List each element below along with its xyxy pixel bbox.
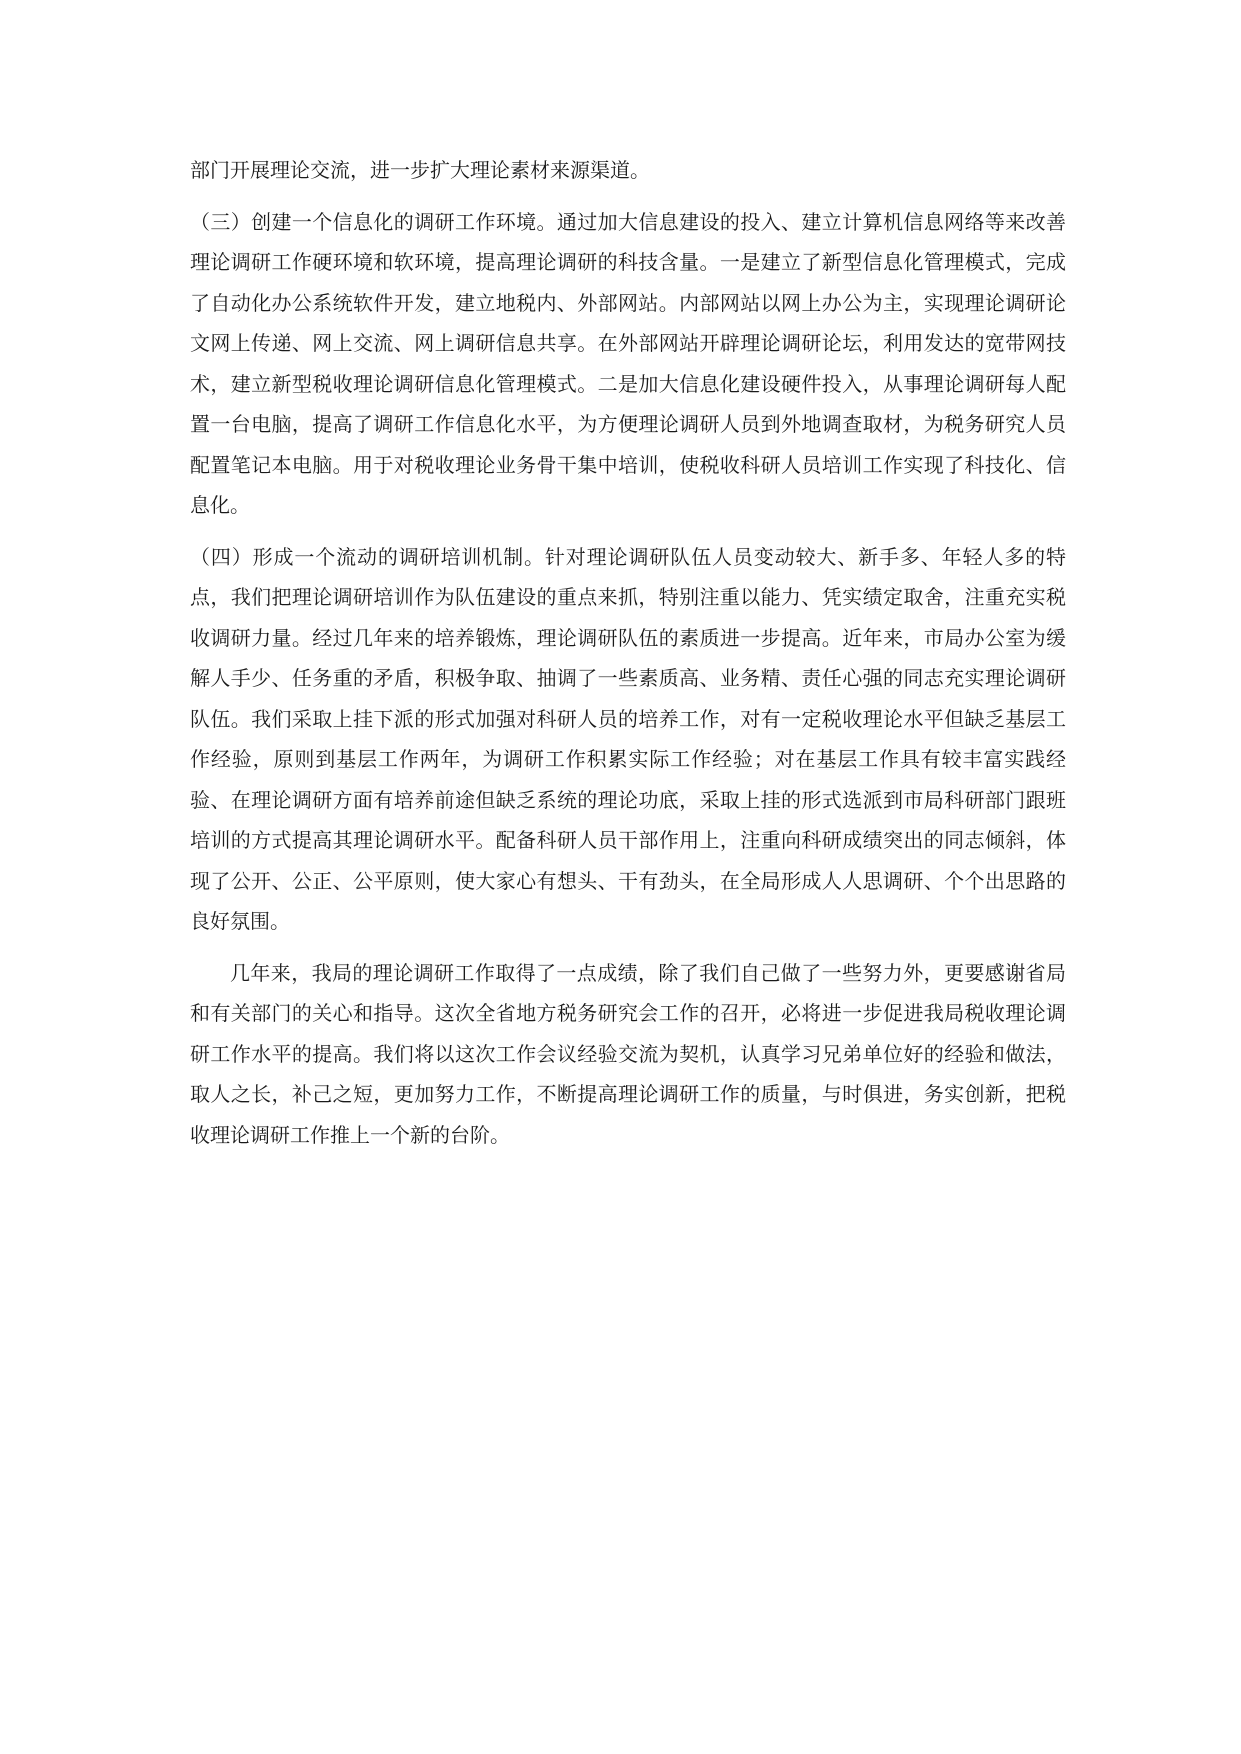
paragraph-section-3: （三）创建一个信息化的调研工作环境。通过加大信息建设的投入、建立计算机信息网络等来改善理论调研工作硬环境和软环境，提高理论调研的科技含量。一是建立了新型信息化管理模式，完成了自动化办公系统软件开发，建立地税内、外部网站。内部网站以网上办公为主，实现理论调研论文网上传递、网上交流、网上调研信息共享。在外部网站开辟理论调研论坛，利用发达的宽带网技术，建立新型税收理论调研信息化管理模式。二是加大信息化建设硬件投入，从事理论调研每人配置一台电脑，提高了调研工作信息化水平，为方便理论调研人员到外地调查取材，为税务研究人员配置笔记本电脑。用于对税收理论业务骨干集中培训，使税收科研人员培训工作实现了科技化、信息化。 bbox=[190, 209, 1066, 517]
paragraph-conclusion: 几年来，我局的理论调研工作取得了一点成绩，除了我们自己做了一些努力外，更要感谢省局和有关部门的关心和指导。这次全省地方税务研究会工作的召开，必将进一步促进我局税收理论调研工作水平的提高。我们将以这次工作会议经验交流为契机，认真学习兄弟单位好的经验和做法，取人之长，补己之短，更加努力工作，不断提高理论调研工作的质量，与时俱进，务实创新，把税收理论调研工作推上一个新的台阶。 bbox=[190, 960, 1066, 1147]
paragraph-continuation: 部门开展理论交流，进一步扩大理论素材来源渠道。 bbox=[190, 158, 650, 182]
paragraph-section-4: （四）形成一个流动的调研培训机制。针对理论调研队伍人员变动较大、新手多、年轻人多的特点，我们把理论调研培训作为队伍建设的重点来抓，特别注重以能力、凭实绩定取舍，注重充实税收调研力量。经过几年来的培养锻炼，理论调研队伍的素质进一步提高。近年来，市局办公室为缓解人手少、任务重的矛盾，积极争取、抽调了一些素质高、业务精、责任心强的同志充实理论调研队伍。我们采取上挂下派的形式加强对科研人员的培养工作，对有一定税收理论水平但缺乏基层工作经验，原则到基层工作两年，为调研工作积累实际工作经验；对在基层工作具有较丰富实践经验、在理论调研方面有培养前途但缺乏系统的理论功底，采取上挂的形式选派到市局科研部门跟班培训的方式提高其理论调研水平。配备科研人员干部作用上，注重向科研成绩突出的同志倾斜，体现了公开、公正、公平原则，使大家心有想头、干有劲头，在全局形成人人思调研、个个出思路的良好氛围。 bbox=[190, 544, 1066, 933]
document-body bbox=[190, 150, 1066, 1166]
